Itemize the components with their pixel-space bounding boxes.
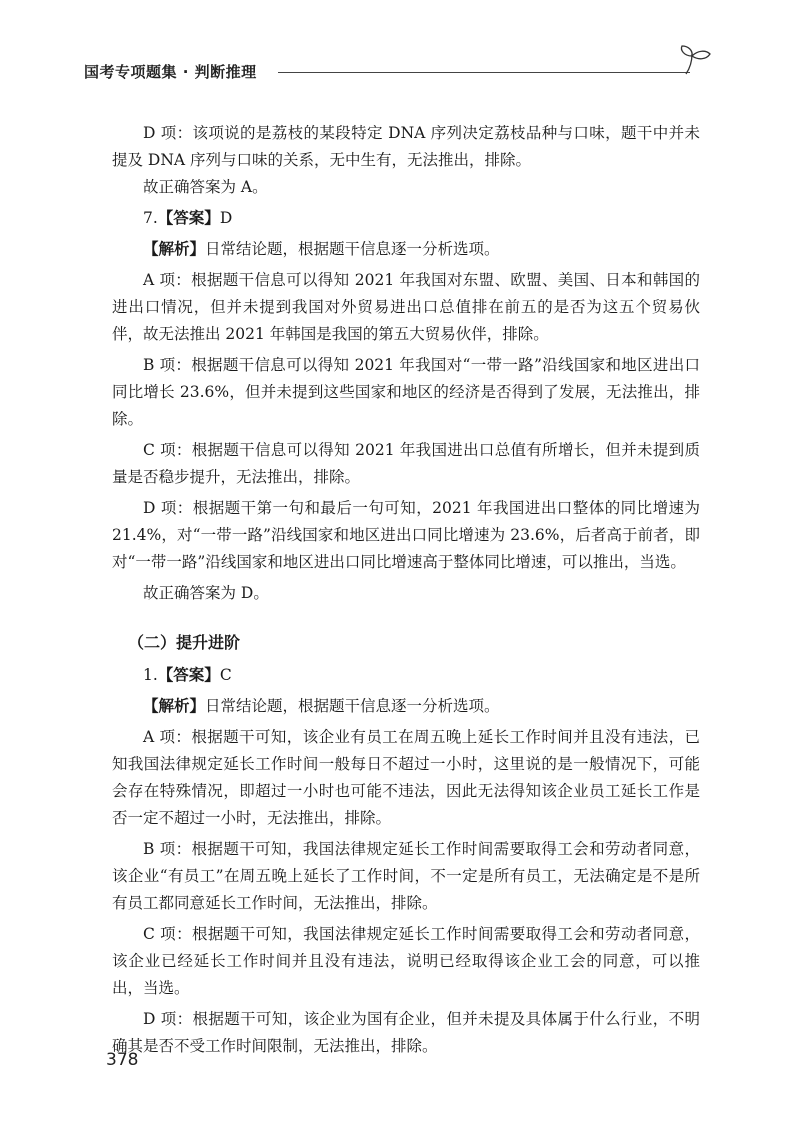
- main-content: [112, 120, 700, 1060]
- option-paragraph: D 项：根据题干可知，该企业为国有企业，但并未提及具体属于什么行业，不明确其是否不受工作时间限制，无法推出，排除。: [112, 1010, 700, 1055]
- conclusion: 故正确答案为 D。: [143, 584, 269, 602]
- analysis-text: 日常结论题，根据题干信息逐一分析选项。: [205, 697, 500, 715]
- analysis-tag: 【解析】: [143, 240, 206, 258]
- header-rule: [278, 72, 690, 73]
- answer-tag: 【答案】: [157, 209, 220, 227]
- question-number: 1.: [143, 666, 158, 684]
- sprout-decoration-icon: [676, 44, 716, 78]
- answer-line-q7: [112, 205, 700, 232]
- option-paragraph: A 项：根据题干信息可以得知 2021 年我国对东盟、欧盟、美国、日本和韩国的进出口情况，但并未提到我国对外贸易进出口总值排在前五的是否为这五个贸易伙伴，故无法推出 2021 年韩国是我国的第五大贸易伙伴，排除。: [112, 271, 700, 343]
- analysis-tag: 【解析】: [143, 697, 206, 715]
- analysis-line-q1: [112, 693, 700, 720]
- option-paragraph: C 项：根据题干可知，我国法律规定延长工作时间需要取得工会和劳动者同意，该企业已经延长工作时间并且没有违法，说明已经取得该企业工会的同意，可以推出，当选。: [112, 925, 700, 997]
- option-paragraph: D 项：根据题干第一句和最后一句可知，2021 年我国进出口整体的同比增速为 21.4%，对“一带一路”沿线国家和地区进出口同比增速为 23.6%，后者高于前者，即对“一带一路”沿线国家和地区进出口同比增速高于整体同比增速，可以推出，当选。: [112, 499, 700, 571]
- answer-line-q1: [112, 662, 700, 689]
- header-title: 国考专项题集 · 判断推理: [84, 63, 257, 81]
- option-paragraph: B 项：根据题干信息可以得知 2021 年我国对“一带一路”沿线国家和地区进出口同比增长 23.6%，但并未提到这些国家和地区的经济是否得到了发展，无法推出，排除。: [112, 356, 700, 428]
- option-paragraph: B 项：根据题干可知，我国法律规定延长工作时间需要取得工会和劳动者同意，该企业“有员工”在周五晚上延长了工作时间，不一定是所有员工，无法确定是不是所有员工都同意延长工作时间，无法推出，排除。: [112, 840, 700, 912]
- section-title: （二）提升进阶: [128, 633, 241, 652]
- question-number: 7.: [143, 209, 158, 227]
- paragraph: D 项：该项说的是荔枝的某段特定 DNA 序列决定荔枝品种与口味，题干中并未提及 DNA 序列与口味的关系，无中生有，无法推出，排除。: [112, 124, 700, 169]
- analysis-text: 日常结论题，根据题干信息逐一分析选项。: [205, 240, 500, 258]
- answer-value: D: [219, 209, 233, 227]
- answer-tag: 【答案】: [157, 666, 220, 684]
- option-paragraph: C 项：根据题干信息可以得知 2021 年我国进出口总值有所增长，但并未提到质量是否稳步提升，无法推出，排除。: [112, 441, 700, 486]
- answer-value: C: [219, 666, 232, 684]
- paragraph: 故正确答案为 A。: [143, 178, 268, 196]
- page-number: 378: [106, 1050, 139, 1070]
- option-paragraph: A 项：根据题干可知，该企业有员工在周五晚上延长工作时间并且没有违法，已知我国法律规定延长工作时间一般每日不超过一小时，这里说的是一般情况下，可能会存在特殊情况，即超过一小时也可能不违法，因此无法得知该企业员工延长工作是否一定不超过一小时，无法推出，排除。: [112, 728, 700, 827]
- running-header: [84, 60, 704, 84]
- analysis-line-q7: [112, 236, 700, 263]
